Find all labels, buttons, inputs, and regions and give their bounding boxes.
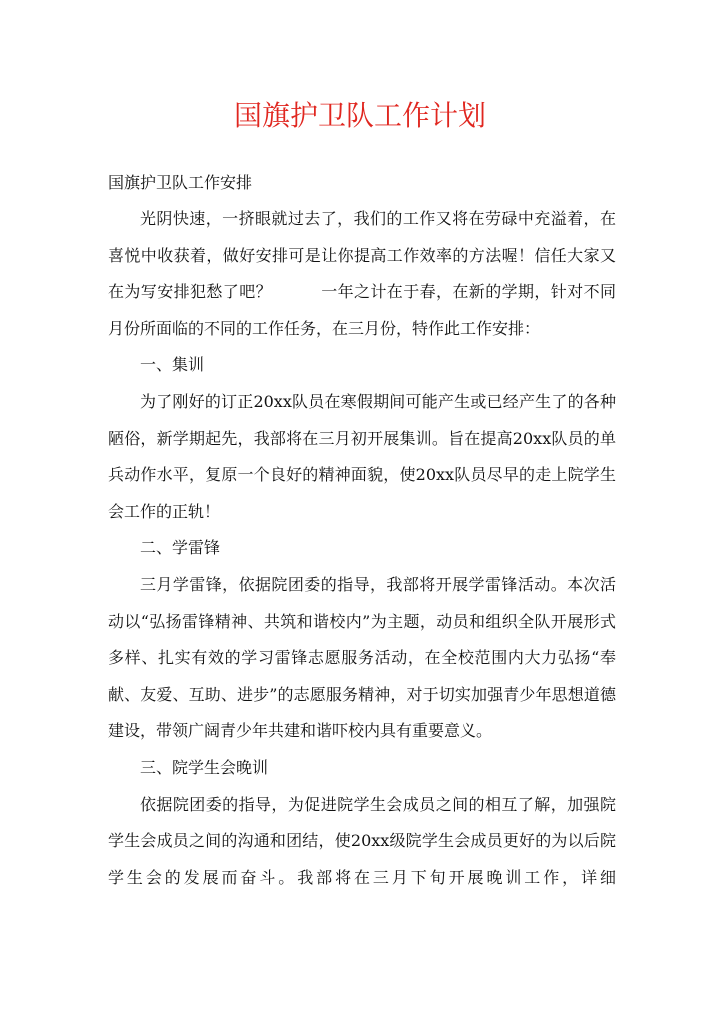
document-subtitle: 国旗护卫队工作安排 (108, 173, 253, 192)
document-body (108, 165, 616, 896)
section-body-evening-training: 依据院团委的指导，为促进院学生会成员之间的相互了解，加强院学生会成员之间的沟通和团结，使20xx级院学生会成员更好的为以后院学生会的发展而奋斗。我部将在三月下旬开展晚训工作，详细 (108, 794, 616, 887)
document-title: 国旗护卫队工作计划 (233, 99, 486, 132)
section-body-training: 为了刚好的订正20xx队员在寒假期间可能产生或已经产生了的各种陋俗，新学期起先，我部将在三月初开展集训。旨在提高20xx队员的单兵动作水平，复原一个良好的精神面貌，使20xx队员尽早的走上院学生会工作的正轨！ (108, 391, 616, 521)
intro-paragraph: 光阴快速，一挤眼就过去了，我们的工作又将在劳碌中充溢着，在喜悦中收获着，做好安排可是让你提高工作效率的方法喔！信任大家又在为写安排犯愁了吧？ 一年之计在于春，在新的学期，针对不同月份所面临的不同的工作任务，在三月份，特作此工作安排： (108, 209, 616, 338)
section-heading-evening-training: 三、院学生会晚训 (140, 757, 269, 777)
section-body-lei-feng: 三月学雷锋，依据院团委的指导，我部将开展学雷锋活动。本次活动以“弘扬雷锋精神、共筑和谐校内”为主题，动员和组织全队开展形式多样、扎实有效的学习雷锋志愿服务活动，在全校范围内大力弘扬“奉献、友爱、互助、进步”的志愿服务精神，对于切实加强青少年思想道德建设，带领广阔青少年共建和谐吓校内具有重要意义。 (108, 574, 616, 741)
section-heading-lei-feng: 二、学雷锋 (140, 538, 221, 558)
section-heading-training: 一、集训 (140, 355, 205, 375)
